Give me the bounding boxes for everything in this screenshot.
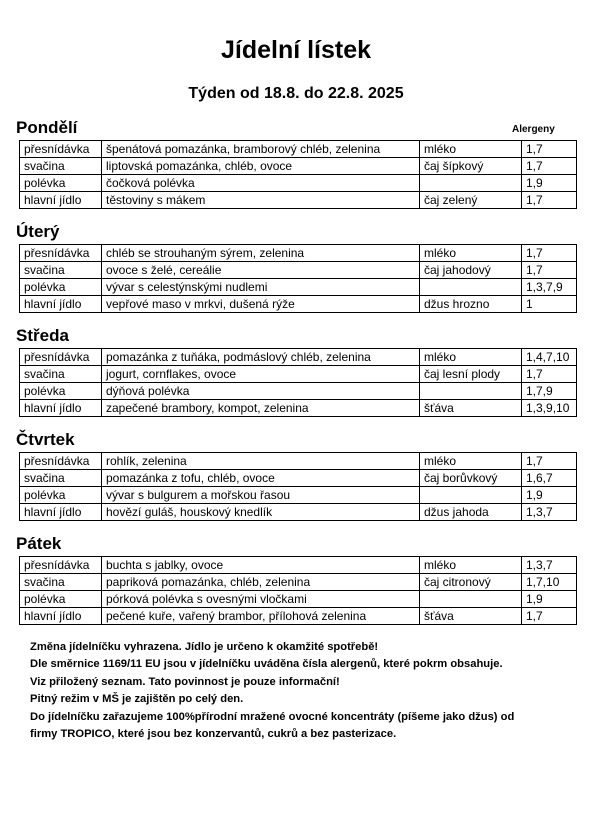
allergens-cell: 1,7 <box>522 453 577 470</box>
meal-type-cell: přesnídávka <box>20 141 102 158</box>
table-row <box>20 400 577 417</box>
dish-cell: papriková pomazánka, chléb, zelenina <box>102 574 420 591</box>
dish-cell: pomazánka z tofu, chléb, ovoce <box>102 470 420 487</box>
dish-cell: vývar s bulgurem a mořskou řasou <box>102 487 420 504</box>
dish-cell: vepřové maso v mrkvi, dušená rýže <box>102 296 420 313</box>
meal-type-cell: přesnídávka <box>20 245 102 262</box>
meal-type-cell: polévka <box>20 383 102 400</box>
note-line: Viz přiložený seznam. Tato povinnost je pouze informační! <box>30 675 340 688</box>
dish-cell: buchta s jablky, ovoce <box>102 557 420 574</box>
meal-type-cell: polévka <box>20 175 102 192</box>
drink-cell: šťáva <box>420 400 522 417</box>
meal-type-cell: hlavní jídlo <box>20 504 102 521</box>
note-line: Změna jídelníčku vyhrazena. Jídlo je určeno k okamžité spotřebě! <box>30 641 379 653</box>
drink-cell: čaj citronový <box>420 574 522 591</box>
week-range: Týden od 18.8. do 22.8. 2025 <box>188 85 404 102</box>
allergens-cell: 1,7 <box>522 158 577 175</box>
allergens-cell: 1,7,9 <box>522 383 577 400</box>
meal-type-cell: svačina <box>20 262 102 279</box>
table-row <box>20 487 577 504</box>
allergens-cell: 1,9 <box>522 175 577 192</box>
meal-type-cell: přesnídávka <box>20 557 102 574</box>
drink-cell: mléko <box>420 245 522 262</box>
day-name: Pátek <box>16 534 62 553</box>
allergens-cell: 1,3,7 <box>522 504 577 521</box>
allergens-cell: 1 <box>522 296 577 313</box>
allergens-cell: 1,7 <box>522 245 577 262</box>
day-name: Středa <box>16 326 69 345</box>
meal-type-cell: polévka <box>20 279 102 296</box>
table-row <box>20 504 577 521</box>
table-row <box>20 158 577 175</box>
table-row <box>20 245 577 262</box>
meal-type-cell: polévka <box>20 487 102 504</box>
day-menu-table <box>19 140 577 209</box>
table-row <box>20 349 577 366</box>
meal-type-cell: hlavní jídlo <box>20 608 102 625</box>
menu-notes <box>30 639 575 743</box>
drink-cell: čaj lesní plody <box>420 366 522 383</box>
meal-type-cell: svačina <box>20 470 102 487</box>
dish-cell: těstoviny s mákem <box>102 192 420 209</box>
dish-cell: čočková polévka <box>102 175 420 192</box>
day-name: Úterý <box>16 222 60 241</box>
drink-cell: džus hrozno <box>420 296 522 313</box>
drink-cell <box>420 591 522 608</box>
note-line: Dle směrnice 1169/11 EU jsou v jídelníčku uváděna čísla alergenů, které pokrm obsahuje. <box>30 658 503 671</box>
meal-type-cell: přesnídávka <box>20 453 102 470</box>
allergens-cell: 1,7 <box>522 366 577 383</box>
table-row <box>20 175 577 192</box>
table-row <box>20 557 577 574</box>
table-row <box>20 383 577 400</box>
meal-type-cell: svačina <box>20 158 102 175</box>
dish-cell: chléb se strouhaným sýrem, zelenina <box>102 245 420 262</box>
dish-cell: ovoce s želé, cereálie <box>102 262 420 279</box>
drink-cell: čaj zelený <box>420 192 522 209</box>
day-menu-table <box>19 556 577 625</box>
allergens-cell: 1,3,7 <box>522 557 577 574</box>
drink-cell <box>420 279 522 296</box>
table-row <box>20 192 577 209</box>
dish-cell: liptovská pomazánka, chléb, ovoce <box>102 158 420 175</box>
meal-type-cell: hlavní jídlo <box>20 192 102 209</box>
dish-cell: hovězí guláš, houskový knedlík <box>102 504 420 521</box>
drink-cell: mléko <box>420 557 522 574</box>
allergens-column-header: Alergeny <box>512 124 555 135</box>
allergens-cell: 1,7 <box>522 608 577 625</box>
allergens-cell: 1,9 <box>522 487 577 504</box>
table-row <box>20 574 577 591</box>
meal-type-cell: svačina <box>20 366 102 383</box>
day-menu-table <box>19 452 577 521</box>
allergens-cell: 1,3,9,10 <box>522 400 577 417</box>
table-row <box>20 453 577 470</box>
allergens-cell: 1,7 <box>522 141 577 158</box>
table-row <box>20 470 577 487</box>
table-row <box>20 366 577 383</box>
dish-cell: zapečené brambory, kompot, zelenina <box>102 400 420 417</box>
table-row <box>20 279 577 296</box>
drink-cell: mléko <box>420 453 522 470</box>
table-row <box>20 296 577 313</box>
dish-cell: jogurt, cornflakes, ovoce <box>102 366 420 383</box>
drink-cell: mléko <box>420 349 522 366</box>
allergens-cell: 1,6,7 <box>522 470 577 487</box>
table-row <box>20 608 577 625</box>
drink-cell: mléko <box>420 141 522 158</box>
allergens-cell: 1,7 <box>522 192 577 209</box>
drink-cell: čaj jahodový <box>420 262 522 279</box>
drink-cell <box>420 175 522 192</box>
day-menu-table <box>19 348 577 417</box>
meal-type-cell: polévka <box>20 591 102 608</box>
day-name: Čtvrtek <box>16 430 75 449</box>
allergens-cell: 1,7,10 <box>522 574 577 591</box>
dish-cell: pórková polévka s ovesnými vločkami <box>102 591 420 608</box>
note-line: Do jídelníčku zařazujeme 100%přírodní mražené ovocné koncentráty (píšeme jako džus) od <box>30 710 515 723</box>
dish-cell: špenátová pomazánka, bramborový chléb, zelenina <box>102 141 420 158</box>
meal-type-cell: hlavní jídlo <box>20 400 102 417</box>
day-name: Pondělí <box>16 118 78 137</box>
day-menu-table <box>19 244 577 313</box>
note-line: Pitný režim v MŠ je zajištěn po celý den. <box>30 693 244 706</box>
dish-cell: pečené kuře, vařený brambor, přílohová zelenina <box>102 608 420 625</box>
drink-cell: džus jahoda <box>420 504 522 521</box>
dish-cell: pomazánka z tuňáka, podmáslový chléb, zelenina <box>102 349 420 366</box>
note-line: firmy TROPICO, které jsou bez konzervantů, cukrů a bez pasterizace. <box>30 728 397 741</box>
allergens-cell: 1,3,7,9 <box>522 279 577 296</box>
table-row <box>20 262 577 279</box>
drink-cell: čaj šípkový <box>420 158 522 175</box>
meal-type-cell: hlavní jídlo <box>20 296 102 313</box>
menu-title: Jídelní lístek <box>220 36 372 64</box>
drink-cell: šťáva <box>420 608 522 625</box>
drink-cell <box>420 383 522 400</box>
dish-cell: rohlík, zelenina <box>102 453 420 470</box>
table-row <box>20 591 577 608</box>
table-row <box>20 141 577 158</box>
dish-cell: dýňová polévka <box>102 383 420 400</box>
allergens-cell: 1,9 <box>522 591 577 608</box>
meal-type-cell: svačina <box>20 574 102 591</box>
allergens-cell: 1,4,7,10 <box>522 349 577 366</box>
drink-cell <box>420 487 522 504</box>
meal-type-cell: přesnídávka <box>20 349 102 366</box>
allergens-cell: 1,7 <box>522 262 577 279</box>
dish-cell: vývar s celestýnskými nudlemi <box>102 279 420 296</box>
drink-cell: čaj borůvkový <box>420 470 522 487</box>
